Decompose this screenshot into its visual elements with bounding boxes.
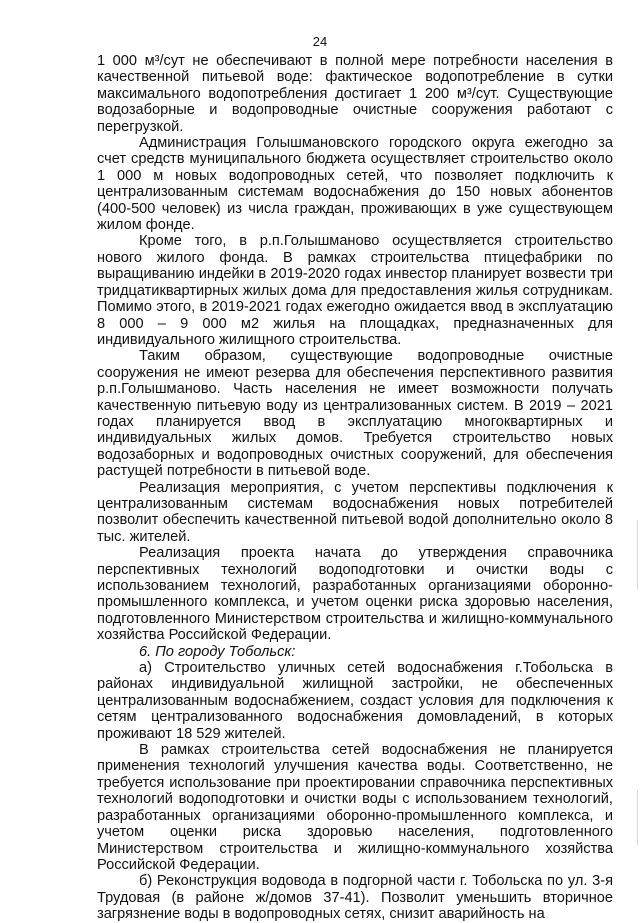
document-body [97,53,613,923]
scan-edge-mark [637,790,638,845]
paragraph-treatment-reserve: Таким образом, существующие водопроводные очистные сооружения не имеют резерва для обеспечения перспективного развития р.п.Голышманово. Часть населения не имеет возможности получать качественную питьевую воду из централизованных систем. В 2019 – 2021 годах планируется ввод в эксплуатацию многоквартирных и индивидуальных жилых домов. Требуется строительство новых водозаборных и водопроводных очистных сооружений, для обеспечения растущей потребности в питьевой воде. [97,348,613,480]
paragraph-new-housing-construction: Кроме того, в р.п.Голышманово осуществляется строительство нового жилого фонда. В рамках строительства птицефабрики по выращиванию индейки в 2019-2020 годах инвестор планирует возвести три тридцатиквартирных жилых дома для предоставления жилья сотрудникам. Помимо этого, в 2019-2021 годах ежегодно ожидается ввод в эксплуатацию 8 000 – 9 000 м2 жилья на площадках, предназначенных для индивидуального жилищного строительства. [97,233,613,348]
paragraph-tobolsk-water-main: б) Реконструкция водовода в подгорной части г. Тобольска по ул. 3-я Трудовая (в районе ж/домов 37-41). Позволит уменьшить вторичное загрязнение воды в водопроводных сетях, снизит аварийность на [97,873,613,923]
paragraph-water-supply-deficit: 1 000 м³/сут не обеспечивают в полной мере потребности населения в качественной питьевой воде: фактическое водопотребление в сутки максимального водопотребления достигает 1 200 м³/сут. Существующие водозаборные и водопроводные очистные сооружения работают с перегрузкой. [97,53,613,135]
paragraph-technology-reference: Реализация проекта начата до утверждения справочника перспективных технологий водоподготовки и очистки воды с использованием технологий, разработанных организациями оборонно-промышленного комплекса, и учетом оценки риска здоровью населения, подготовленного Министерством строительства и жилищно-коммунального хозяйства Российской Федерации. [97,545,613,644]
section-heading-tobolsk: 6. По городу Тобольск: [139,643,296,660]
paragraph-tobolsk-technology: В рамках строительства сетей водоснабжения не планируется применения технологий улучшения качества воды. Соответственно, не требуется использование при проектировании справочника перспективных технологий водоподготовки и очистки воды с использованием технологий, разработанных организациями оборонно-промышленного комплекса, и учетом оценки риска здоровью населения, подготовленного Министерством строительства и жилищно-коммунального хозяйства Российской Федерации. [97,742,613,873]
paragraph-municipal-network-construction: Администрация Голышмановского городского округа ежегодно за счет средств муниципального бюджета осуществляет строительство около 1 000 м новых водопроводных сетей, что позволяет подключить к централизованным системам водоснабжения до 150 новых абонентов (400-500 человек) из числа граждан, проживающих в уже существующем жилом фонде. [97,135,613,234]
scan-edge-mark [637,520,638,590]
page-number: 24 [312,34,328,49]
paragraph-tobolsk-street-networks: а) Строительство уличных сетей водоснабжения г.Тобольска в районах индивидуальной жилищной застройки, не обеспеченных централизованным водоснабжением, создаст условия для подключения к сетям централизованного водоснабжения домовладений, в которых проживают 18 529 жителей. [97,660,613,742]
paragraph-project-impact: Реализация мероприятия, с учетом перспективы подключения к централизованным системам водоснабжения новых потребителей позволит обеспечить качественной питьевой водой дополнительно около 8 тыс. жителей. [97,479,613,545]
